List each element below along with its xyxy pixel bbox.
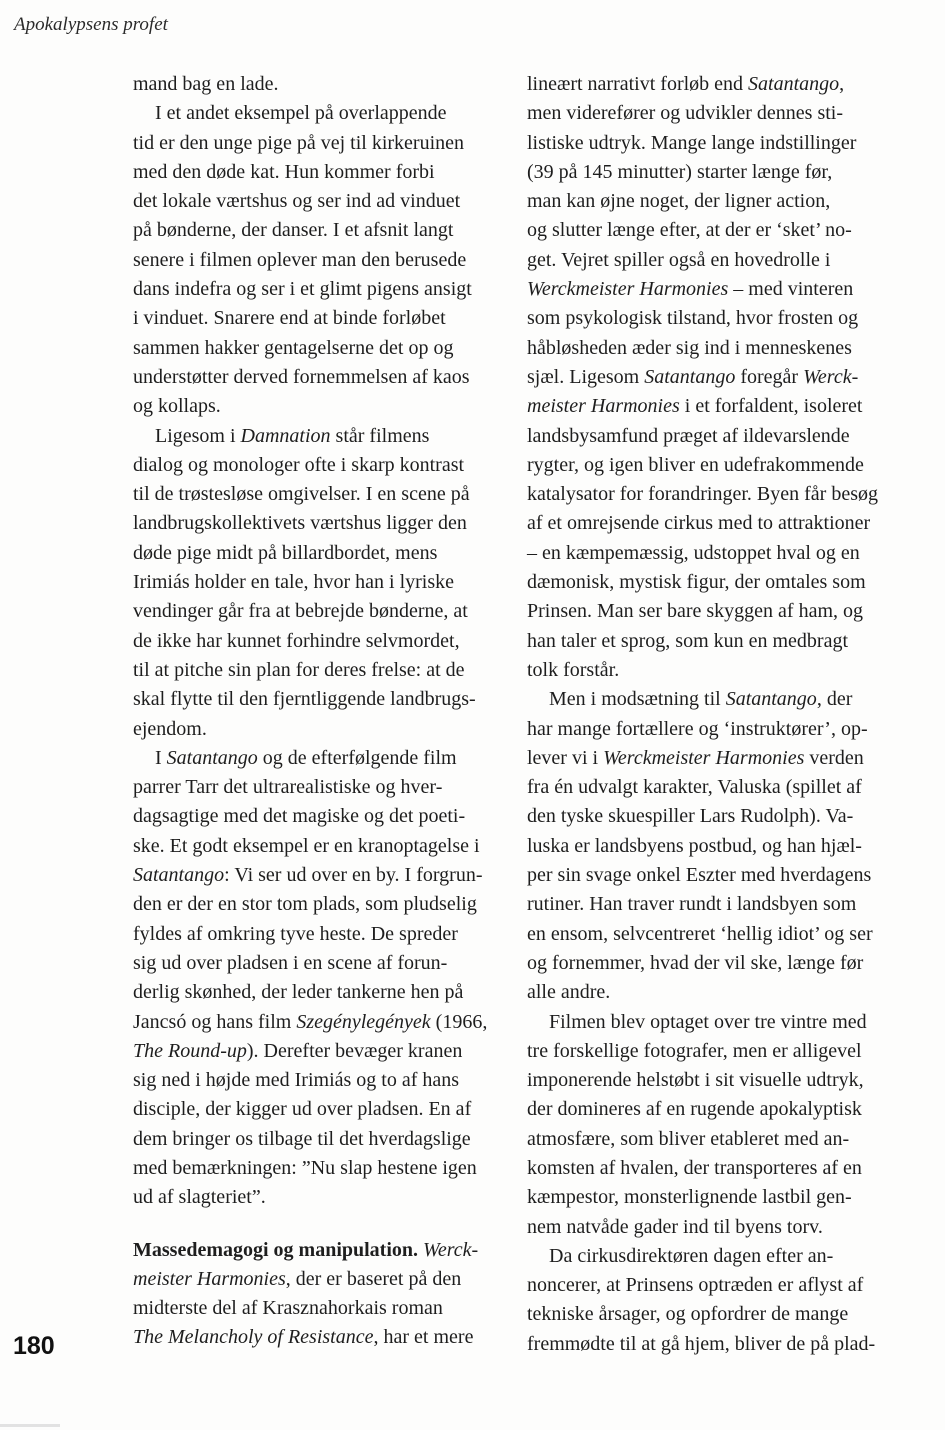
text-line: der domineres af en rugende apokalyptisk xyxy=(527,1098,862,1121)
text-line: tekniske årsager, og opfordrer de mange xyxy=(527,1303,849,1326)
text-line: rygter, og igen bliver en udefrakommende xyxy=(527,453,864,476)
text-line: sig ud over pladsen i en scene af forun- xyxy=(133,951,448,974)
text-line: get. Vejret spiller også en hovedrolle i xyxy=(527,248,831,271)
text-line: sjæl. Ligesom Satantango foregår Werck- xyxy=(527,365,859,388)
text-line: skal flytte til den fjerntliggende landbrugs- xyxy=(133,688,476,711)
text-line: landsbysamfund præget af ildevarslende xyxy=(527,424,850,447)
text-line: ejendom. xyxy=(133,717,207,740)
text-line: en ensom, selvcentreret ‘hellig idiot’ og ser xyxy=(527,922,873,945)
text-line: derlig skønhed, der leder tankerne hen på xyxy=(133,981,464,1004)
text-line: og slutter længe efter, at der er ‘sket’ no- xyxy=(527,219,852,242)
text-line: den er der en stor tom plads, som pludselig xyxy=(133,893,477,916)
text-line: kæmpestor, monsterlignende lastbil gen- xyxy=(527,1186,852,1209)
text-line: (39 på 145 minutter) starter længe før, xyxy=(527,160,833,183)
text-line: I et andet eksempel på overlappende xyxy=(155,102,447,125)
text-line: har mange fortællere og ‘instruktører’, op- xyxy=(527,717,868,740)
text-line: alle andre. xyxy=(527,981,611,1004)
text-line: Filmen blev optaget over tre vintre med xyxy=(549,1010,867,1033)
text-line: Irimiás holder en tale, hvor han i lyriske xyxy=(133,571,455,594)
text-line: man kan øjne noget, der ligner action, xyxy=(527,190,831,213)
text-line: vendinger går fra at bebrejde bønderne, at xyxy=(133,600,468,623)
text-line: rutiner. Han traver rundt i landsbyen som xyxy=(527,893,857,916)
text-line: lineært narrativt forløb end Satantango, xyxy=(527,73,845,95)
text-line: fra én udvalgt karakter, Valuska (spillet af xyxy=(527,776,862,799)
text-line: men viderefører og udvikler dennes sti- xyxy=(527,102,844,125)
text-line: katalysator for forandringer. Byen får besøg xyxy=(527,483,878,506)
text-line: landbrugskollektivets værtshus ligger den xyxy=(133,512,467,535)
text-line: Jancsó og hans film Szegénylegények (1966, xyxy=(133,1010,488,1033)
text-line: dialog og monologer ofte i skarp kontrast xyxy=(133,453,465,476)
text-line: tid er den unge pige på vej til kirkeruinen xyxy=(133,131,465,154)
text-line: sig ned i højde med Irimiás og to af hans xyxy=(133,1069,460,1092)
text-line: ud af slagteriet”. xyxy=(133,1186,266,1209)
text-line: dagsagtige med det magiske og det poeti- xyxy=(133,805,466,828)
text-line: til de trøstesløse omgivelser. I en scene på xyxy=(133,483,470,506)
text-line: The Round-up). Derefter bevæger kranen xyxy=(133,1039,463,1062)
text-line: sammen hakker gentagelserne det op og xyxy=(133,336,454,359)
text-line: fremmødte til at gå hjem, bliver de på plad- xyxy=(527,1332,876,1355)
text-line: dans indefra og ser i et glimt pigens ansigt xyxy=(133,278,472,301)
text-line: de ikke har kunnet forhindre selvmordet, xyxy=(133,629,460,652)
page-number: 180 xyxy=(13,1332,55,1360)
text-line: per sin svage onkel Eszter med hverdagens xyxy=(527,864,872,887)
text-line: understøtter derved fornemmelsen af kaos xyxy=(133,365,470,388)
text-line: – en kæmpemæssig, udstoppet hval og en xyxy=(527,541,860,564)
text-line: Da cirkusdirektøren dagen efter an- xyxy=(549,1244,834,1267)
text-line: af et omrejsende cirkus med to attraktioner xyxy=(527,512,871,535)
text-line: Men i modsætning til Satantango, der xyxy=(549,688,853,711)
text-line: I Satantango og de efterfølgende film xyxy=(155,746,457,769)
text-line: med bemærkningen: ”Nu slap hestene igen xyxy=(133,1156,477,1179)
right-text-column xyxy=(527,70,892,1359)
text-line: disciple, der kigger ud over pladsen. En af xyxy=(133,1098,472,1121)
text-line: meister Harmonies i et forfaldent, isoleret xyxy=(527,395,863,418)
text-line: parrer Tarr det ultrarealistiske og hver- xyxy=(133,776,443,799)
text-line: tre forskellige fotografer, men er alligevel xyxy=(527,1039,862,1062)
scan-edge-mark xyxy=(0,1424,60,1427)
text-line: midterste del af Krasznahorkais roman xyxy=(133,1297,443,1320)
text-line: Ligesom i Damnation står filmens xyxy=(155,424,430,447)
text-line: senere i filmen oplever man den berusede xyxy=(133,248,467,271)
running-head: Apokalypsens profet xyxy=(14,14,168,35)
text-line: Satantango: Vi ser ud over en by. I forgrun- xyxy=(133,864,483,887)
text-line: og kollaps. xyxy=(133,395,221,418)
text-line: meister Harmonies, der er baseret på den xyxy=(133,1267,462,1290)
text-line: fyldes af omkring tyve heste. De spreder xyxy=(133,922,458,945)
text-line: The Melancholy of Resistance, har et mere xyxy=(133,1326,474,1349)
text-line: Prinsen. Man ser bare skyggen af ham, og xyxy=(527,600,864,623)
text-line: ske. Et godt eksempel er en kranoptagelse i xyxy=(133,834,480,857)
text-line: døde pige midt på billardbordet, mens xyxy=(133,541,438,564)
left-text-column xyxy=(133,70,498,1353)
text-line: tolk forstår. xyxy=(527,658,620,681)
text-line: dæmonisk, mystisk figur, der omtales som xyxy=(527,571,866,594)
text-line: i vinduet. Snarere end at binde forløbet xyxy=(133,307,446,330)
text-line: Werckmeister Harmonies – med vinteren xyxy=(527,278,854,301)
text-line: på bønderne, der danser. I et afsnit langt xyxy=(133,219,454,242)
text-line: den tyske skuespiller Lars Rudolph). Va- xyxy=(527,805,854,828)
text-line: imponerende helstøbt i sit visuelle udtryk, xyxy=(527,1069,864,1092)
text-line: som psykologisk tilstand, hvor frosten og xyxy=(527,307,859,330)
text-line: Massedemagogi og manipulation. Werck- xyxy=(133,1238,479,1261)
text-line: til at pitche sin plan for deres frelse: at de xyxy=(133,658,465,681)
text-line: og fornemmer, hvad der vil ske, længe før xyxy=(527,951,864,974)
text-line: nem natvåde gader ind til byens torv. xyxy=(527,1215,823,1238)
text-line: det lokale værtshus og ser ind ad vinduet xyxy=(133,190,461,213)
text-line: dem bringer os tilbage til det hverdagslige xyxy=(133,1127,471,1150)
text-line: atmosfære, som bliver etableret med an- xyxy=(527,1127,850,1150)
text-line: han taler et sprog, som kun en medbragt xyxy=(527,629,849,652)
text-line: komsten af hvalen, der transporteres af en xyxy=(527,1156,862,1179)
section-gap xyxy=(133,1213,498,1236)
text-line: noncerer, at Prinsens optræden er aflyst af xyxy=(527,1274,864,1297)
text-line: med den døde kat. Hun kommer forbi xyxy=(133,160,435,183)
text-line: luska er landsbyens postbud, og han hjæl- xyxy=(527,834,862,857)
text-line: lever vi i Werckmeister Harmonies verden xyxy=(527,746,864,769)
text-line: listiske udtryk. Mange lange indstillinger xyxy=(527,131,857,154)
text-line: håbløsheden æder sig ind i menneskenes xyxy=(527,336,852,359)
text-line: mand bag en lade. xyxy=(133,73,279,95)
